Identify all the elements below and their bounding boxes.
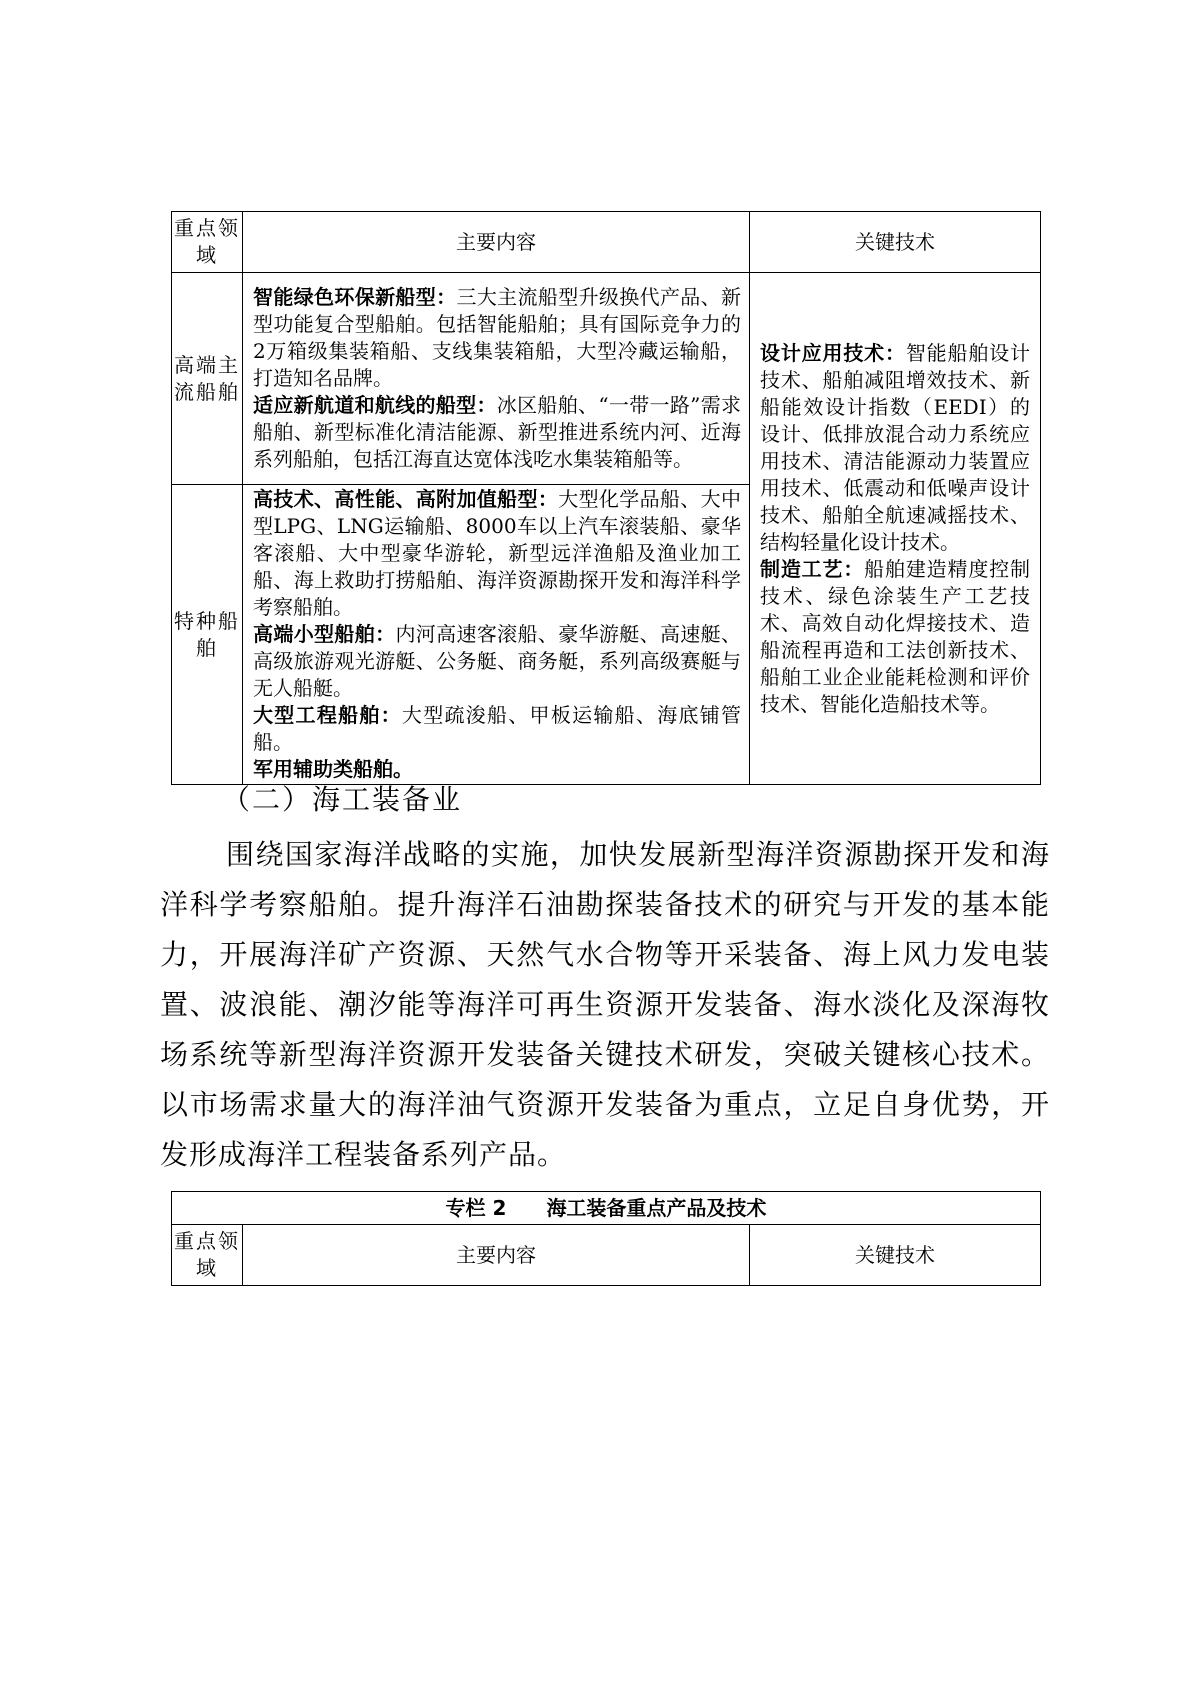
header-tech: 关键技术: [750, 212, 1041, 273]
header-content: 主要内容: [243, 212, 750, 273]
tech-text: 船舶建造精度控制技术、绿色涂装生产工艺技术、高效自动化焊接技术、造船流程再造和工法创新技术、船舶工业企业能耗检测和评价技术、智能化造船技术等。: [760, 556, 1031, 716]
caption-label: 专栏 2: [445, 1195, 507, 1220]
domain-cell: 特种船舶: [172, 485, 243, 785]
content-item: [253, 486, 741, 621]
item-title: 大型工程船舶：: [253, 703, 402, 727]
item-text: 冰区船舶、“一带一路”需求船舶、新型标准化清洁能源、新型推进系统内河、近海系列船舶，包括江海直达宽体浅吃水集装箱船等。: [253, 393, 742, 471]
header-content: 主要内容: [243, 1225, 750, 1286]
section-heading: （二）海工装备业: [222, 783, 463, 816]
item-title: 高技术、高性能、高附加值船型：: [253, 487, 559, 511]
item-text: 内河高速客滚船、豪华游艇、高速艇、高级旅游观光游艇、公务艇、商务艇，系列高级赛艇与无人船艇。: [253, 622, 742, 700]
item-text: 三大主流船型升级换代产品、新型功能复合型船舶。包括智能船舶；具有国际竞争力的2万箱级集装箱船、支线集装箱船，大型冷藏运输船，打造知名品牌。: [253, 285, 742, 390]
caption-title: 海工装备重点产品及技术: [546, 1195, 767, 1220]
item-text: 大型疏浚船、甲板运输船、海底铺管船。: [253, 703, 742, 754]
item-title: 高端小型船舶：: [253, 622, 396, 646]
content-item: [253, 621, 741, 702]
header-domain: 重点领域: [172, 212, 243, 273]
header-domain: 重点领域: [172, 1225, 243, 1286]
table-header-row: [172, 1225, 1041, 1286]
item-text: 大型化学品船、大中型LPG、LNG运输船、8000车以上汽车滚装船、豪华客滚船、大中型豪华游轮，新型远洋渔船及渔业加工船、海上救助打捞船舶、海洋资源勘探开发和海洋科学考察船舶。: [253, 487, 742, 619]
table-caption: [172, 1192, 1041, 1225]
item-title: 军用辅助类船舶。: [253, 757, 413, 781]
content-item: [253, 756, 741, 783]
header-tech: 关键技术: [750, 1225, 1041, 1286]
table-header-row: [172, 212, 1041, 273]
domain-cell: 高端主流船舶: [172, 273, 243, 485]
tech-text: 智能船舶设计技术、船舶减阻增效技术、新船能效设计指数（EEDI）的设计、低排放混合动力系统应用技术、清洁能源动力装置应用技术、低震动和低噪声设计技术、船舶全航速减摇技术、结构轻量化设计技术。: [760, 340, 1031, 554]
table-caption-row: [172, 1192, 1041, 1225]
content-item: [253, 702, 741, 756]
tech-title: 制造工艺：: [760, 556, 865, 581]
section-body: [160, 830, 1050, 1180]
content-cell: [243, 273, 750, 485]
content-item: [253, 392, 741, 473]
tech-title: 设计应用技术：: [760, 340, 906, 365]
table-row: [172, 273, 1041, 485]
tech-item: [760, 340, 1030, 556]
table-offshore-focus: [171, 1191, 1041, 1286]
item-title: 适应新航道和航线的船型：: [253, 393, 497, 417]
tech-item: [760, 556, 1030, 718]
item-title: 智能绿色环保新船型：: [253, 285, 457, 309]
content-item: [253, 284, 741, 392]
content-cell: [243, 485, 750, 785]
tech-cell: [750, 273, 1041, 785]
section-paragraph: 围绕国家海洋战略的实施，加快发展新型海洋资源勘探开发和海洋科学考察船舶。提升海洋石油勘探装备技术的研究与开发的基本能力，开展海洋矿产资源、天然气水合物等开采装备、海上风力发电装置、波浪能、潮汐能等海洋可再生资源开发装备、海水淡化及深海牧场系统等新型海洋资源开发装备关键技术研发，突破关键核心技术。以市场需求量大的海洋油气资源开发装备为重点，立足自身优势，开发形成海洋工程装备系列产品。: [160, 838, 1050, 1171]
table-ship-focus: [171, 211, 1041, 785]
